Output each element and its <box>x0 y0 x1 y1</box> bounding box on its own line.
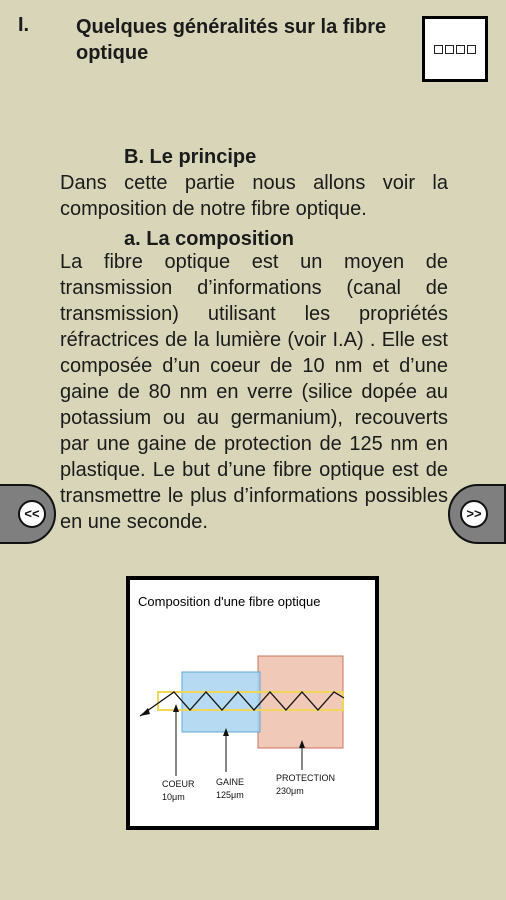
diagram-title: Composition d'une fibre optique <box>138 594 321 609</box>
heading-principe: B. Le principe <box>124 146 257 168</box>
section-number: I. <box>18 14 30 36</box>
paragraph-principe: Dans cette partie nous allons voir la composition de notre fibre optique. <box>60 172 448 220</box>
page-title: Quelques généralités sur la fibre optique <box>76 16 387 64</box>
previous-button[interactable] <box>0 484 56 544</box>
protection-layer <box>258 656 343 748</box>
grid-menu-icon <box>445 45 454 54</box>
previous-arrow-icon: << <box>18 500 46 528</box>
label-coeur-name: COEUR <box>162 779 195 789</box>
label-protection <box>276 772 335 798</box>
grid-menu-icon <box>456 45 465 54</box>
label-coeur-size: 10μm <box>162 792 185 802</box>
grid-menu-icon <box>467 45 476 54</box>
next-arrow-icon: >> <box>460 500 488 528</box>
label-gaine-size: 125μm <box>216 790 244 800</box>
gaine-layer <box>182 672 260 732</box>
label-coeur <box>162 778 195 804</box>
label-protection-size: 230μm <box>276 786 304 796</box>
label-gaine <box>216 776 244 802</box>
label-gaine-name: GAINE <box>216 777 245 787</box>
paragraph-composition: La fibre optique est un moyen de transmission d’informations (canal de transmission) utilisant les propriétés réfractrices de la lumière (voir I.A) . Elle est composée d’un coeur de 10 nm et d’une gaine de 80 nm en verre (silice dopée au potassium ou au germanium), recouverts par une gaine de protection de 125 nm en plastique. Le but d’une fibre optique est de transmettre le plus d’informations possibles en une seconde. <box>60 251 448 533</box>
grid-menu-icon <box>434 45 443 54</box>
label-protection-name: PROTECTION <box>276 773 336 783</box>
heading-composition: a. La composition <box>124 228 295 250</box>
coeur-arrow-icon <box>173 704 179 712</box>
ray-arrowhead-icon <box>140 708 150 716</box>
fiber-diagram <box>126 576 379 830</box>
menu-button[interactable] <box>422 16 488 82</box>
next-button[interactable] <box>448 484 506 544</box>
